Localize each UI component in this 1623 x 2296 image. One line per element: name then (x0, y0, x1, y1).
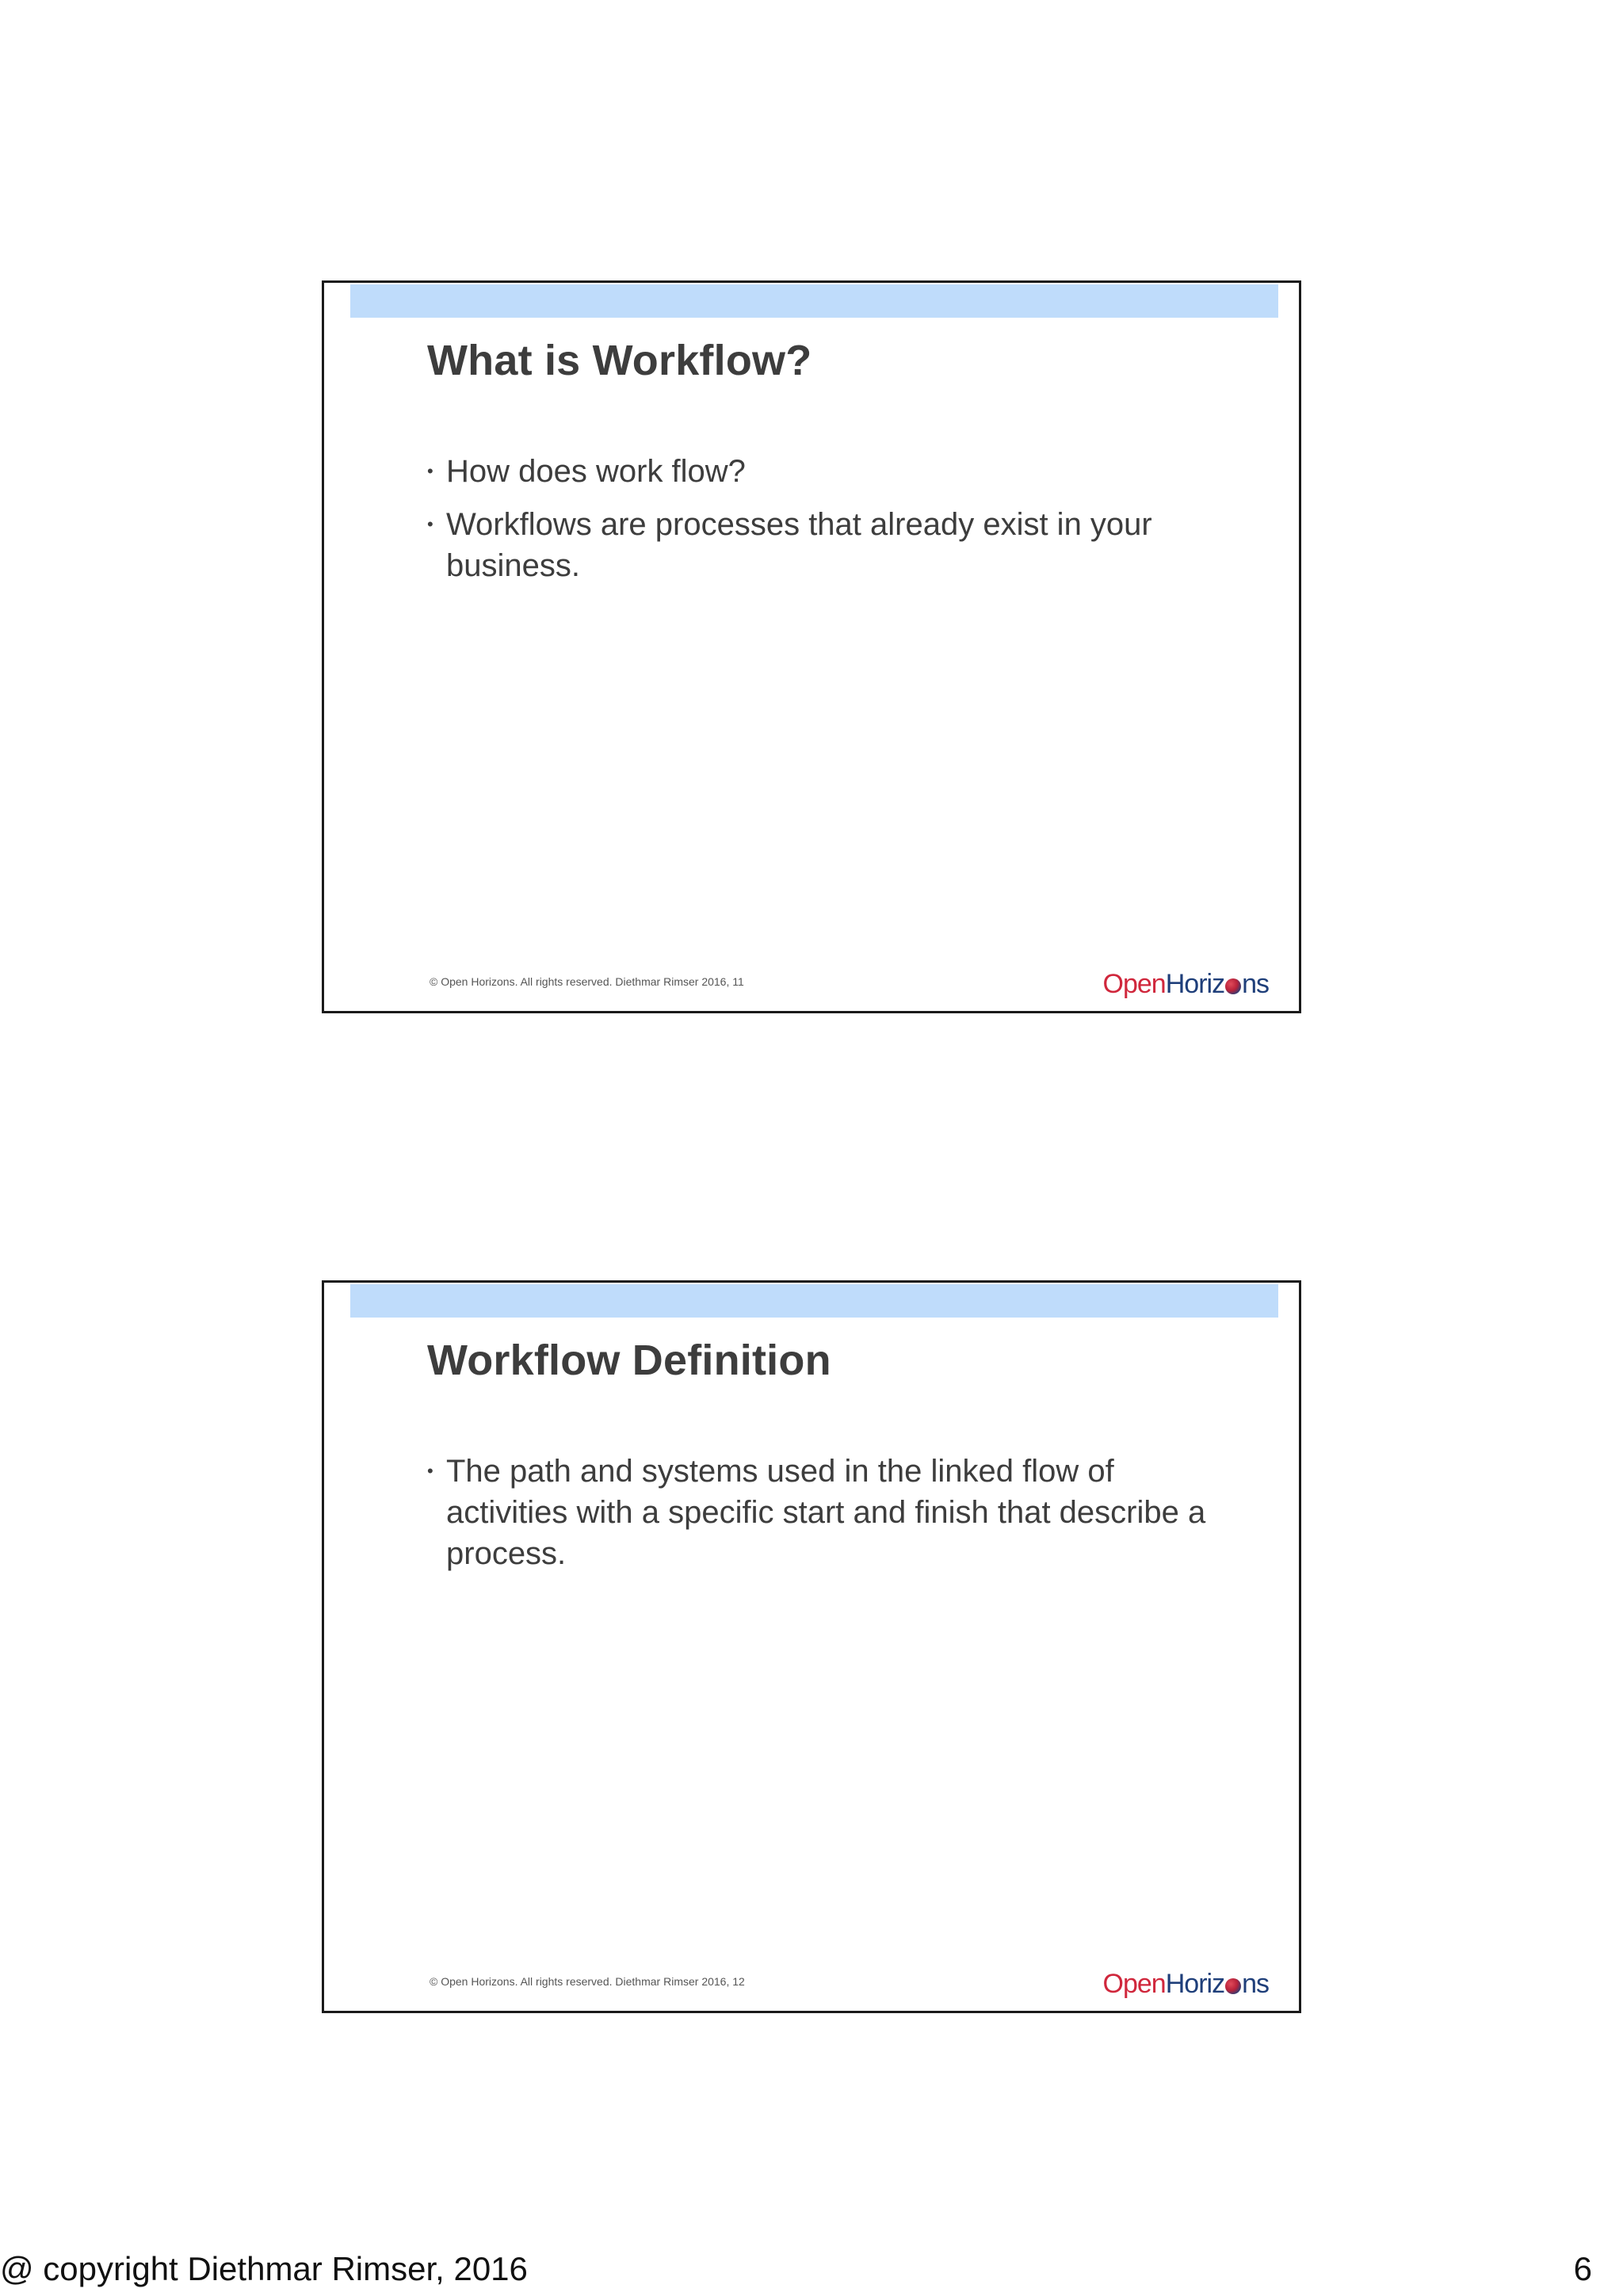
slide-title-band (350, 284, 1278, 318)
globe-icon (1225, 978, 1241, 994)
bullet-text: How does work flow? (446, 454, 746, 489)
bullet-item (427, 504, 1243, 586)
bullet-icon: • (427, 461, 433, 481)
bullet-item (427, 1451, 1243, 1574)
page-number: 6 (1573, 2250, 1592, 2287)
bullet-text: The path and systems used in the linked flow of activities with a specific start and finish that describe a process. (446, 1454, 1206, 1571)
slide-what-is-workflow (322, 280, 1301, 1013)
slide-title-band (350, 1284, 1278, 1318)
bullet-icon: • (427, 514, 433, 534)
bullet-icon: • (427, 1461, 433, 1481)
slide-footer-copyright: © Open Horizons. All rights reserved. Diethmar Rimser 2016, 11 (430, 975, 744, 988)
slide-footer-copyright: © Open Horizons. All rights reserved. Diethmar Rimser 2016, 12 (430, 1975, 745, 1988)
bullet-list (427, 1451, 1243, 1586)
page-copyright: @ copyright Diethmar Rimser, 2016 (0, 2250, 528, 2287)
globe-icon (1225, 1978, 1241, 1994)
bullet-item (427, 451, 1243, 492)
bullet-text: Workflows are processes that already exist in your business. (446, 507, 1152, 583)
open-horizons-logo: OpenHoriz ns (1102, 969, 1269, 999)
slide-title: Workflow Definition (427, 1337, 831, 1384)
slide-workflow-definition (322, 1280, 1301, 2013)
slide-title: What is Workflow? (427, 337, 812, 384)
bullet-list (427, 451, 1243, 598)
open-horizons-logo: OpenHoriz ns (1102, 1969, 1269, 1999)
